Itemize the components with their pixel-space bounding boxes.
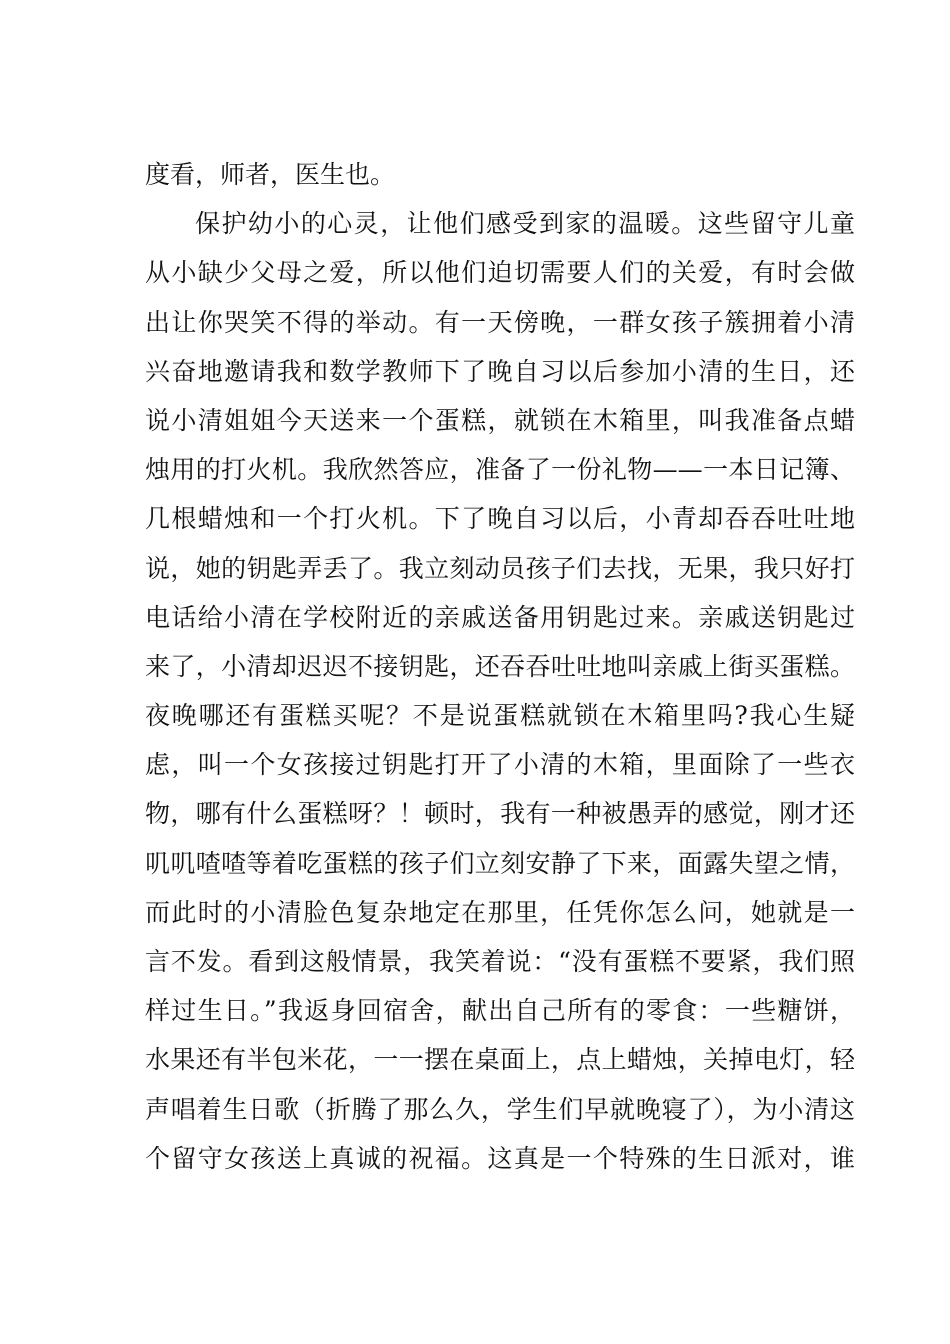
paragraph-first-line: 保护幼小的心灵，让他们感受到家的温暖。这些留守儿童 <box>195 209 855 239</box>
text-line: 水果还有半包米花，一一摆在桌面上，点上蜡烛，关掉电灯，轻 <box>145 1045 855 1075</box>
text-line: 度看，师者，医生也。 <box>145 160 396 189</box>
text-line: 兴奋地邀请我和数学教师下了晚自习以后参加小清的生日，还 <box>145 356 855 386</box>
text-line: 烛用的打火机。我欣然答应，准备了一份礼物——一本日记簿、 <box>145 455 855 485</box>
text-line: 来了，小清却迟迟不接钥匙，还吞吞吐吐地叫亲戚上街买蛋糕。 <box>145 651 855 681</box>
text-line: 而此时的小清脸色复杂地定在那里，任凭你怎么问，她就是一 <box>145 897 855 927</box>
text-line: 言不发。看到这般情景，我笑着说：“没有蛋糕不要紧，我们照 <box>145 947 855 976</box>
text-line: 出让你哭笑不得的举动。有一天傍晚，一群女孩子簇拥着小清 <box>145 307 855 337</box>
text-line: 说，她的钥匙弄丢了。我立刻动员孩子们去找，无果，我只好打 <box>145 553 855 583</box>
text-line: 夜晚哪还有蛋糕买呢？不是说蛋糕就锁在木箱里吗?我心生疑 <box>145 701 855 731</box>
text-line: 物，哪有什么蛋糕呀？！顿时，我有一种被愚弄的感觉，刚才还 <box>145 799 855 829</box>
text-line: 个留守女孩送上真诚的祝福。这真是一个特殊的生日派对，谁 <box>145 1143 855 1173</box>
text-line: 说小清姐姐今天送来一个蛋糕，就锁在木箱里，叫我准备点蜡 <box>145 405 855 435</box>
text-line: 叽叽喳喳等着吃蛋糕的孩子们立刻安静了下来，面露失望之情， <box>145 848 855 878</box>
text-line: 虑，叫一个女孩接过钥匙打开了小清的木箱，里面除了一些衣 <box>145 750 855 780</box>
text-line: 从小缺少父母之爱，所以他们迫切需要人们的关爱，有时会做 <box>145 258 855 288</box>
text-line: 几根蜡烛和一个打火机。下了晚自习以后，小青却吞吞吐吐地 <box>145 504 855 534</box>
text-line: 电话给小清在学校附近的亲戚送备用钥匙过来。亲戚送钥匙过 <box>145 602 855 632</box>
body-text <box>145 150 855 1183</box>
text-line: 样过生日。”我返身回宿舍，献出自己所有的零食：一些糖饼， <box>145 996 855 1026</box>
text-line: 声唱着生日歌（折腾了那么久，学生们早就晚寝了），为小清这 <box>145 1094 855 1124</box>
